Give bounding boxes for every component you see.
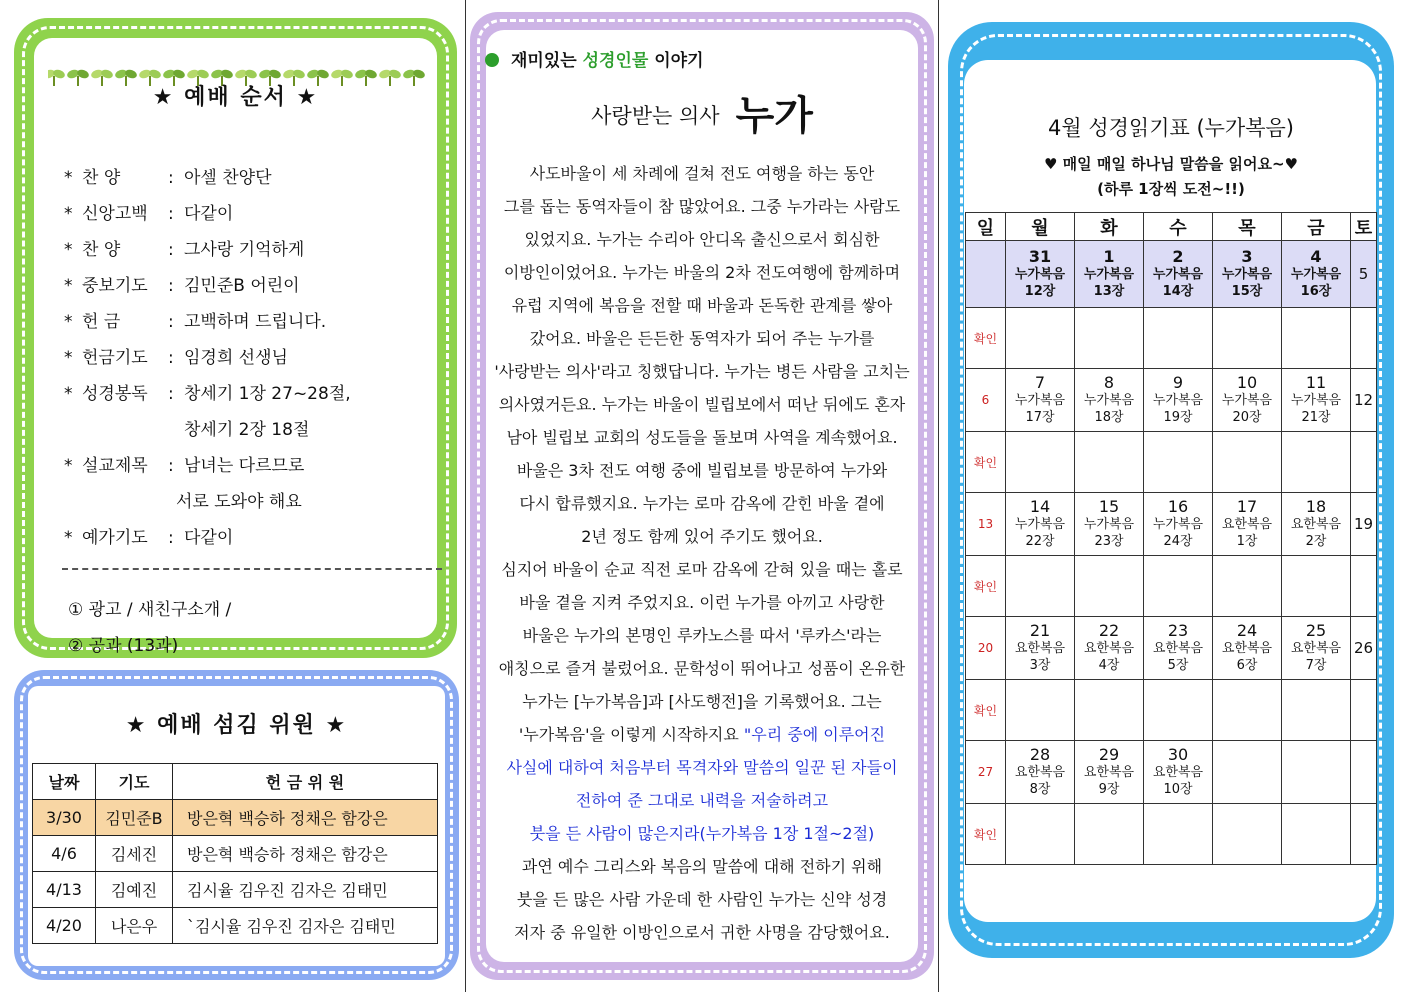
reading-calendar [965,212,1377,865]
story-kicker: 재미있는 성경인물 이야기 [485,46,704,71]
weekday-header: 목 [1213,213,1282,241]
reading-day-cell: 14 누가복음 22장 [1006,493,1075,556]
order-item: * 헌 금 : 고백하며 드립니다. [64,312,327,332]
check-box-cell[interactable] [1144,804,1213,865]
check-box-cell[interactable] [1213,680,1282,741]
servers-table [32,763,438,944]
calendar-week-row [966,493,1377,556]
sunday-cell: 6 [966,369,1006,432]
offering-cell: 김시율 김우진 김자은 김태민 [173,872,438,908]
calendar-subtitle: ♥ 매일 매일 하나님 말씀을 읽어요~♥ (하루 1장씩 도전~!!) [1044,155,1298,198]
order-item: * 신앙고백 : 다같이 [64,204,234,224]
order-item-sermon: * 설교제목 : 남녀는 다르므로 [64,456,305,476]
reading-day-cell: 4 누가복음 16장 [1282,241,1351,308]
sunday-cell: 20 [966,617,1006,680]
saturday-cell: 26 [1351,617,1377,680]
check-box-cell[interactable] [1075,432,1144,493]
calendar-check-row [966,308,1377,369]
column-divider-right [938,0,939,992]
check-box-cell[interactable] [1213,432,1282,493]
story-line: 남아 빌립보 교회의 성도들을 돌보며 사역을 계속했어요. [506,428,898,447]
order-item: * 찬 양 : 그사랑 기억하게 [64,240,305,260]
story-line: 저자 중 유일한 이방인으로서 귀한 사명을 감당했어요. [514,923,890,942]
notice-item: ② 공과 (13과) [68,636,179,656]
check-box-cell[interactable] [1006,308,1075,369]
story-line: 심지어 바울이 순교 직전 로마 감옥에 갇혀 있을 때는 홀로 [501,560,903,579]
order-item: * 예가기도 : 다같이 [64,528,234,548]
reading-day-cell: 3 누가복음 15장 [1213,241,1282,308]
check-box-cell[interactable] [1144,308,1213,369]
offering-cell: 방은혁 백승하 정채은 함강은 [173,800,438,836]
section-separator [62,568,442,570]
check-box-cell[interactable] [1351,432,1377,493]
story-line: 누가는 [누가복음]과 [사도행전]을 기록했어요. 그는 [522,692,882,711]
check-box-cell[interactable] [1282,556,1351,617]
table-row [33,800,438,836]
check-box-cell[interactable] [1075,804,1144,865]
calendar-check-row [966,680,1377,741]
saturday-cell [1351,741,1377,804]
column-header-prayer: 기도 [96,764,173,800]
calendar-week-row [966,241,1377,308]
saturday-cell: 12 [1351,369,1377,432]
reading-day-cell: 7 누가복음 17장 [1006,369,1075,432]
sunday-cell: 27 [966,741,1006,804]
check-label: 확인 [966,308,1006,369]
prayer-cell: 김예진 [96,872,173,908]
table-header-row [33,764,438,800]
table-row [33,836,438,872]
calendar-check-row [966,804,1377,865]
calendar-header-row [966,213,1377,241]
reading-day-cell: 16 누가복음 24장 [1144,493,1213,556]
check-box-cell[interactable] [1144,680,1213,741]
story-subtitle: 사랑받는 의사 [591,104,720,128]
reading-day-cell: 17 요한복음 1장 [1213,493,1282,556]
check-box-cell[interactable] [1006,432,1075,493]
date-cell: 4/6 [33,836,96,872]
order-item: * 성경봉독 : 창세기 1장 27~28절, [64,384,351,404]
story-line: 바울 곁을 지켜 주었지요. 이런 누가를 아끼고 사랑한 [519,593,885,612]
date-cell: 4/20 [33,908,96,944]
weekday-header: 화 [1075,213,1144,241]
check-box-cell[interactable] [1144,556,1213,617]
story-line: 다시 합류했지요. 누가는 로마 감옥에 갇힌 바울 곁에 [519,494,885,513]
notice-list [68,592,231,664]
servers-title: ★ 예배 섬김 위원 ★ [125,713,348,738]
story-heading [470,84,934,141]
story-line: 사실에 대하여 처음부터 목격자와 말씀의 일꾼 된 자들이 [506,758,898,777]
check-box-cell[interactable] [1351,804,1377,865]
check-box-cell[interactable] [1213,308,1282,369]
reading-day-cell: 10 누가복음 20장 [1213,369,1282,432]
story-line: 붓을 든 많은 사람 가운데 한 사람인 누가는 신약 성경 [516,890,888,909]
check-box-cell[interactable] [1006,804,1075,865]
check-box-cell[interactable] [1351,680,1377,741]
weekday-header: 월 [1006,213,1075,241]
story-line: '사랑받는 의사'라고 칭했답니다. 누가는 병든 사람을 고치는 [494,362,910,381]
reading-day-cell: 28 요한복음 8장 [1006,741,1075,804]
story-line: 붓을 든 사람이 많은지라(누가복음 1장 1절~2절) [529,824,875,843]
reading-day-cell: 22 요한복음 4장 [1075,617,1144,680]
story-line: 의사였거든요. 누가는 바울이 빌립보에서 떠난 뒤에도 혼자 [498,395,906,414]
story-body [484,157,920,949]
check-box-cell[interactable] [1282,804,1351,865]
reading-day-cell: 21 요한복음 3장 [1006,617,1075,680]
check-box-cell[interactable] [1213,556,1282,617]
worship-order-list [64,160,454,556]
calendar-title: 4월 성경읽기표 (누가복음) [1048,116,1294,140]
offering-cell: `김시율 김우진 김자은 김태민 [173,908,438,944]
story-line: 전하여 준 그대로 내력을 저술하려고 [575,791,829,810]
story-line: 있었지요. 누가는 수리아 안디옥 출신으로서 회심한 [524,230,880,249]
calendar-check-row [966,556,1377,617]
worship-order-panel [14,18,457,658]
prayer-cell: 김세진 [96,836,173,872]
saturday-cell: 5 [1351,241,1377,308]
story-line: 애칭으로 즐겨 불렀어요. 문학성이 뛰어나고 성품이 온유한 [498,659,906,678]
date-cell: 3/30 [33,800,96,836]
date-cell: 4/13 [33,872,96,908]
order-item-continuation: 창세기 2장 18절 [184,420,310,440]
sunday-cell: 13 [966,493,1006,556]
prayer-cell: 나은우 [96,908,173,944]
weekday-header: 토 [1351,213,1377,241]
story-line: 갔어요. 바울은 든든한 동역자가 되어 주는 누가를 [529,329,875,348]
order-item: * 중보기도 : 김민준B 어린이 [64,276,300,296]
story-line: 그를 돕는 동역자들이 참 많았어요. 그중 누가라는 사람도 [503,197,901,216]
check-box-cell[interactable] [1282,308,1351,369]
reading-day-cell: 2 누가복음 14장 [1144,241,1213,308]
weekday-header: 일 [966,213,1006,241]
reading-day-cell: 11 누가복음 21장 [1282,369,1351,432]
sunday-cell [966,241,1006,308]
reading-day-cell: 9 누가복음 19장 [1144,369,1213,432]
reading-day-cell: 24 요한복음 6장 [1213,617,1282,680]
check-box-cell[interactable] [1075,308,1144,369]
offering-cell: 방은혁 백승하 정채은 함강은 [173,836,438,872]
check-label: 확인 [966,804,1006,865]
reading-day-cell: 15 누가복음 23장 [1075,493,1144,556]
notice-item: ① 광고 / 새친구소개 / [68,600,232,620]
order-item: * 찬 양 : 아셀 찬양단 [64,168,272,188]
column-header-date: 날짜 [33,764,96,800]
check-box-cell[interactable] [1075,680,1144,741]
reading-day-cell: 1 누가복음 13장 [1075,241,1144,308]
weekday-header: 수 [1144,213,1213,241]
order-item-continuation: 서로 도와야 해요 [176,492,302,512]
table-row [33,872,438,908]
reading-day-cell: 25 요한복음 7장 [1282,617,1351,680]
story-line: 유럽 지역에 복음을 전할 때 바울과 돈독한 관계를 쌓아 [511,296,893,315]
story-name: 누가 [735,93,813,139]
check-label: 확인 [966,432,1006,493]
reading-day-cell: 29 요한복음 9장 [1075,741,1144,804]
calendar-week-row [966,741,1377,804]
prayer-cell: 김민준B [96,800,173,836]
check-box-cell[interactable] [1213,804,1282,865]
reading-day-cell: 30 요한복음 10장 [1144,741,1213,804]
check-box-cell[interactable] [1006,680,1075,741]
check-box-cell[interactable] [1351,308,1377,369]
check-label: 확인 [966,556,1006,617]
reading-day-cell: 18 요한복음 2장 [1282,493,1351,556]
reading-day-cell [1282,741,1351,804]
story-line: 이방인이었어요. 누가는 바울의 2차 전도여행에 함께하며 [503,263,901,282]
story-line: '누가복음'을 이렇게 시작하지요 "우리 중에 이루어진 [518,725,886,744]
check-box-cell[interactable] [1075,556,1144,617]
table-row [33,908,438,944]
worship-order-title: ★ 예배 순서 ★ [152,85,319,110]
check-box-cell[interactable] [1282,680,1351,741]
story-line: 바울은 3차 전도 여행 중에 빌립보를 방문하여 누가와 [516,461,888,480]
reading-day-cell: 31 누가복음 12장 [1006,241,1075,308]
story-line: 2년 정도 함께 있어 주기도 했어요. [581,527,823,546]
calendar-check-row [966,432,1377,493]
saturday-cell: 19 [1351,493,1377,556]
calendar-week-row [966,617,1377,680]
column-divider-left [465,0,466,992]
story-line: 과연 예수 그리스와 복음의 말씀에 대해 전하기 위해 [521,857,883,876]
check-box-cell[interactable] [1351,556,1377,617]
weekday-header: 금 [1282,213,1351,241]
reading-day-cell: 8 누가복음 18장 [1075,369,1144,432]
check-box-cell[interactable] [1282,432,1351,493]
story-line: 바울은 누가의 본명인 루카노스를 따서 '루카스'라는 [522,626,882,645]
check-label: 확인 [966,680,1006,741]
check-box-cell[interactable] [1006,556,1075,617]
story-line: 사도바울이 세 차례에 걸쳐 전도 여행을 하는 동안 [529,164,875,183]
reading-day-cell [1213,741,1282,804]
reading-day-cell: 23 요한복음 5장 [1144,617,1213,680]
calendar-week-row [966,369,1377,432]
green-dot-icon [485,53,499,67]
check-box-cell[interactable] [1144,432,1213,493]
column-header-offering: 헌 금 위 원 [173,764,438,800]
order-item: * 헌금기도 : 임경희 선생님 [64,348,288,368]
